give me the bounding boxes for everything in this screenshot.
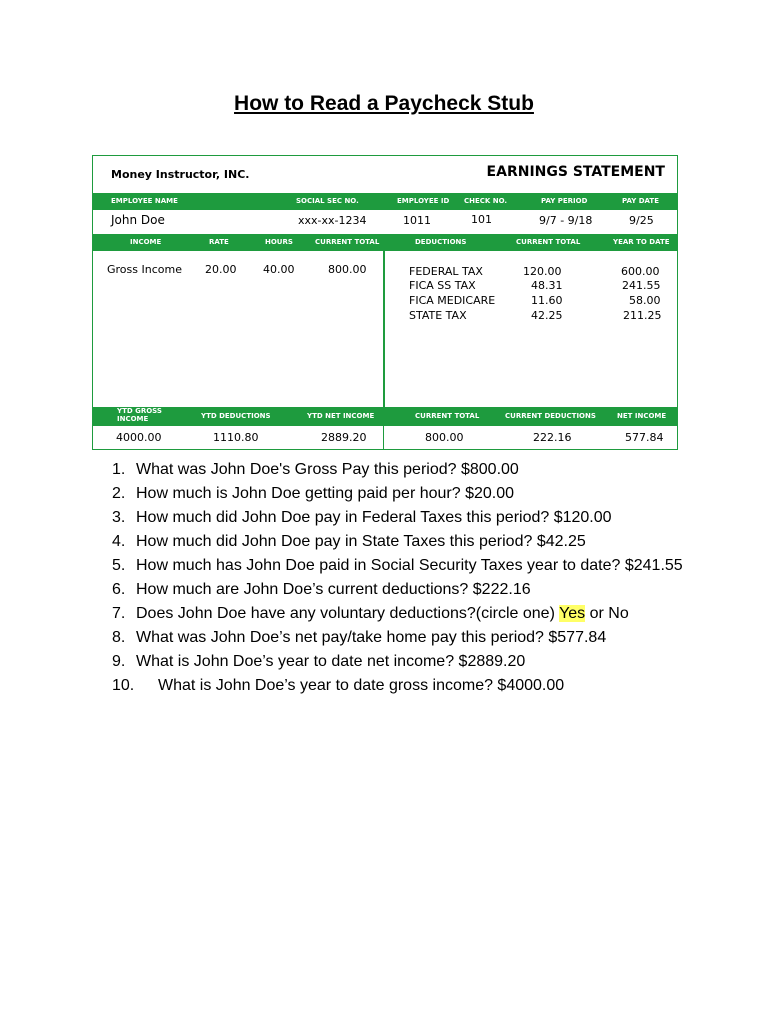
- highlighted-answer: Yes: [559, 605, 586, 622]
- question-list: [112, 458, 732, 698]
- question-number: 4.: [112, 533, 126, 550]
- header-check-no: CHECK NO.: [464, 197, 508, 205]
- question-text: What was John Doe's Gross Pay this period? $800.00: [136, 461, 519, 478]
- header-year-to-date: YEAR TO DATE: [613, 238, 670, 246]
- ytd-net-value: 2889.20: [321, 431, 367, 444]
- list-item: [112, 674, 732, 698]
- question-number: 9.: [112, 653, 126, 670]
- list-item: [112, 530, 732, 554]
- current-deductions-value: 222.16: [533, 431, 572, 444]
- ytd-deductions-value: 1110.80: [213, 431, 259, 444]
- list-item: [112, 626, 732, 650]
- header-ytd-gross-line2: INCOME: [117, 415, 149, 423]
- list-item: [112, 482, 732, 506]
- income-label: Gross Income: [107, 263, 182, 276]
- employee-header-band: [93, 193, 677, 210]
- question-number: 10.: [112, 677, 135, 694]
- question-text: How much are John Doe’s current deductions? $222.16: [136, 581, 531, 598]
- income-hours: 40.00: [263, 263, 295, 276]
- question-number: 8.: [112, 629, 126, 646]
- employee-id: 1011: [403, 214, 431, 227]
- income-header-band: [93, 234, 677, 251]
- employee-ssn: xxx-xx-1234: [298, 214, 367, 227]
- earnings-statement: [92, 155, 678, 450]
- list-item: [112, 578, 732, 602]
- deduction-ytd: 211.25: [623, 309, 662, 322]
- header-ytd-net-income: YTD NET INCOME: [307, 412, 375, 420]
- question-text: How much has John Doe paid in Social Security Taxes year to date? $241.55: [136, 557, 683, 574]
- question-text: How much did John Doe pay in State Taxes this period? $42.25: [136, 533, 586, 550]
- pay-period: 9/7 - 9/18: [539, 214, 593, 227]
- list-item: [112, 458, 732, 482]
- deduction-ytd: 58.00: [629, 294, 661, 307]
- deduction-current: 11.60: [531, 294, 563, 307]
- header-employee-id: EMPLOYEE ID: [397, 197, 450, 205]
- question-text: Does John Doe have any voluntary deductions?(circle one): [136, 605, 560, 622]
- company-name: Money Instructor, INC.: [111, 168, 250, 181]
- question-number: 2.: [112, 485, 126, 502]
- header-current-total-2: CURRENT TOTAL: [415, 412, 480, 420]
- header-ytd-deductions: YTD DEDUCTIONS: [201, 412, 271, 420]
- list-item: [112, 554, 732, 578]
- net-income-value: 577.84: [625, 431, 664, 444]
- totals-divider: [383, 426, 384, 450]
- header-ded-current-total: CURRENT TOTAL: [516, 238, 581, 246]
- header-income: INCOME: [130, 238, 162, 246]
- header-deductions: DEDUCTIONS: [415, 238, 467, 246]
- header-ytd-gross-line1: YTD GROSS: [117, 407, 162, 415]
- deduction-current: 48.31: [531, 279, 563, 292]
- pay-date: 9/25: [629, 214, 654, 227]
- question-number: 3.: [112, 509, 126, 526]
- deduction-label: FEDERAL TAX: [409, 265, 483, 278]
- question-text-after: or No: [585, 605, 629, 622]
- header-current-deductions: CURRENT DEDUCTIONS: [505, 412, 596, 420]
- header-hours: HOURS: [265, 238, 293, 246]
- deduction-current: 42.25: [531, 309, 563, 322]
- question-text: What is John Doe’s year to date net income? $2889.20: [136, 653, 526, 670]
- deduction-current: 120.00: [523, 265, 562, 278]
- question-text: What was John Doe’s net pay/take home pay this period? $577.84: [136, 629, 607, 646]
- deduction-label: FICA SS TAX: [409, 279, 476, 292]
- deduction-label: STATE TAX: [409, 309, 467, 322]
- header-pay-period: PAY PERIOD: [541, 197, 588, 205]
- statement-title: EARNINGS STATEMENT: [486, 164, 665, 180]
- header-net-income: NET INCOME: [617, 412, 667, 420]
- question-number: 1.: [112, 461, 126, 478]
- header-rate: RATE: [209, 238, 229, 246]
- list-item: [112, 602, 732, 626]
- list-item: [112, 650, 732, 674]
- header-employee-name: EMPLOYEE NAME: [111, 197, 178, 205]
- column-divider: [383, 251, 385, 407]
- question-number: 7.: [112, 605, 126, 622]
- question-number: 5.: [112, 557, 126, 574]
- deduction-ytd: 241.55: [622, 279, 661, 292]
- income-rate: 20.00: [205, 263, 237, 276]
- income-current-total: 800.00: [328, 263, 367, 276]
- deduction-ytd: 600.00: [621, 265, 660, 278]
- employee-name: John Doe: [111, 213, 165, 227]
- question-text: How much did John Doe pay in Federal Taxes this period? $120.00: [136, 509, 612, 526]
- question-number: 6.: [112, 581, 126, 598]
- ytd-gross-value: 4000.00: [116, 431, 162, 444]
- header-ytd-gross-income: [117, 407, 162, 423]
- list-item: [112, 506, 732, 530]
- current-total-value: 800.00: [425, 431, 464, 444]
- header-social-sec-no: SOCIAL SEC NO.: [296, 197, 359, 205]
- header-pay-date: PAY DATE: [622, 197, 659, 205]
- deduction-label: FICA MEDICARE: [409, 294, 496, 307]
- question-text: What is John Doe’s year to date gross income? $4000.00: [158, 677, 565, 694]
- totals-header-band: [93, 407, 677, 426]
- header-current-total: CURRENT TOTAL: [315, 238, 380, 246]
- check-no: 101: [471, 213, 492, 226]
- question-text: How much is John Doe getting paid per hour? $20.00: [136, 485, 515, 502]
- page-title: How to Read a Paycheck Stub: [234, 92, 534, 115]
